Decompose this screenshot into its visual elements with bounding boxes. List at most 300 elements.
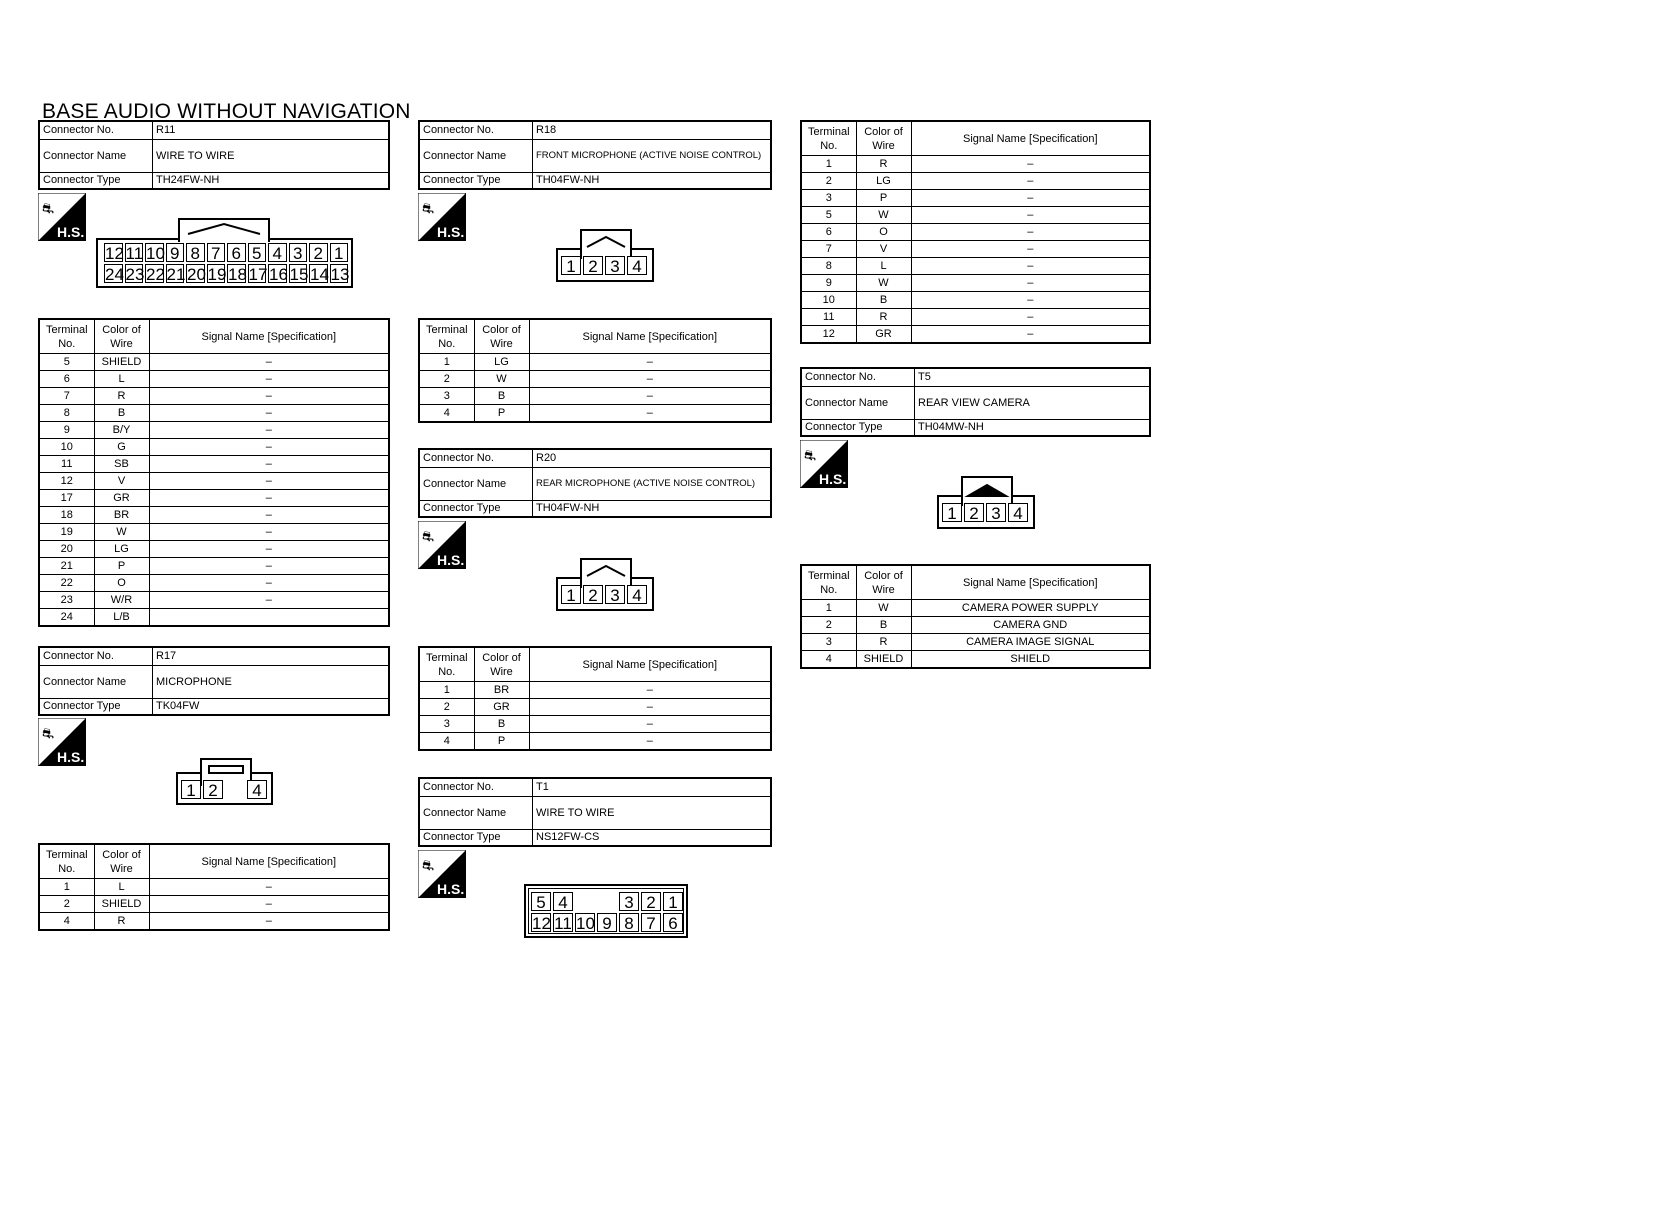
terminal-no-cell: 24 <box>39 609 94 627</box>
pin-cell: 14 <box>310 265 329 284</box>
wire-color-cell: LG <box>94 541 149 558</box>
table-row <box>39 473 389 490</box>
pin-cell: 4 <box>247 780 267 799</box>
wire-color-cell: SHIELD <box>856 651 911 669</box>
pin-cell: 12 <box>532 914 551 933</box>
color-of-wire-header: Color of Wire <box>856 121 911 156</box>
terminal-no-cell: 2 <box>801 173 856 190</box>
terminal-no-cell: 18 <box>39 507 94 524</box>
wire-color-cell: GR <box>94 490 149 507</box>
wire-color-cell: B <box>856 292 911 309</box>
wire-color-cell: B <box>856 617 911 634</box>
pin-cell: 3 <box>289 243 308 262</box>
signal-name-cell: – <box>911 326 1150 344</box>
table-row <box>419 716 771 733</box>
wire-color-cell: W/R <box>94 592 149 609</box>
table-row <box>419 354 771 371</box>
signal-name-cell: CAMERA IMAGE SIGNAL <box>911 634 1150 651</box>
signal-name-cell: – <box>149 896 389 913</box>
pin-cell: 2 <box>583 585 603 604</box>
signal-name-header: Signal Name [Specification] <box>529 647 771 682</box>
table-row <box>801 617 1150 634</box>
pin-cell: 1 <box>330 243 349 262</box>
signal-name-cell: – <box>911 241 1150 258</box>
terminal-no-cell: 6 <box>39 371 94 388</box>
connector-face-r20 <box>556 577 654 611</box>
terminal-table-t1 <box>800 120 1151 344</box>
table-row <box>801 190 1150 207</box>
terminal-no-cell: 3 <box>419 388 474 405</box>
table-row <box>39 388 389 405</box>
pin-cell: 7 <box>207 243 226 262</box>
pin-cell: 12 <box>105 244 124 263</box>
terminal-no-cell: 7 <box>801 241 856 258</box>
terminal-no-cell: 5 <box>39 354 94 371</box>
connector-type-value: TH04FW-NH <box>533 172 772 189</box>
pin-cell: 13 <box>330 265 350 284</box>
terminal-no-cell: 1 <box>39 879 94 896</box>
signal-name-cell: – <box>149 592 389 609</box>
terminal-no-cell: 1 <box>419 354 474 371</box>
connector-face-r17 <box>176 772 273 805</box>
signal-name-cell: – <box>529 371 771 388</box>
terminal-no-header: Terminal No. <box>419 647 474 682</box>
pin-cell: 6 <box>227 243 246 262</box>
table-row <box>801 309 1150 326</box>
terminal-no-cell: 19 <box>39 524 94 541</box>
table-row <box>39 896 389 913</box>
harness-side-icon: ⛐ <box>804 448 817 464</box>
terminal-no-cell: 10 <box>801 292 856 309</box>
connector-name-label: Connector Name <box>39 665 153 698</box>
wire-color-cell: W <box>94 524 149 541</box>
terminal-no-cell: 1 <box>801 600 856 617</box>
pin-cell: 10 <box>576 914 595 933</box>
table-row <box>801 258 1150 275</box>
table-row <box>39 439 389 456</box>
wire-color-cell: B/Y <box>94 422 149 439</box>
wire-color-cell: W <box>856 600 911 617</box>
connector-no-label: Connector No. <box>39 647 153 665</box>
hs-badge <box>418 521 466 569</box>
connector-name-value: MICROPHONE <box>153 665 390 698</box>
wire-color-cell: V <box>856 241 911 258</box>
connector-face-r11 <box>96 238 353 288</box>
pin-cell: 2 <box>964 503 984 522</box>
pin-cell: 3 <box>619 892 639 911</box>
pin-cell: 3 <box>605 585 625 604</box>
terminal-no-cell: 11 <box>801 309 856 326</box>
pin-cell: 11 <box>125 244 144 263</box>
signal-name-cell: – <box>149 388 389 405</box>
wire-color-cell: R <box>856 156 911 173</box>
table-row <box>801 156 1150 173</box>
connector-no-value: T1 <box>533 778 772 796</box>
terminal-no-cell: 17 <box>39 490 94 507</box>
pin-cell: 10 <box>146 244 165 263</box>
signal-name-cell: – <box>149 405 389 422</box>
table-row <box>39 490 389 507</box>
pin-cell: 23 <box>125 265 145 284</box>
table-row <box>39 575 389 592</box>
terminal-no-cell: 3 <box>801 190 856 207</box>
signal-name-cell: – <box>529 354 771 371</box>
table-row <box>39 371 389 388</box>
signal-name-cell: – <box>149 575 389 592</box>
signal-name-cell: – <box>911 258 1150 275</box>
pin-grid <box>104 243 348 283</box>
signal-name-cell: – <box>911 224 1150 241</box>
terminal-no-cell: 8 <box>801 258 856 275</box>
table-row <box>39 609 389 627</box>
wire-color-cell: P <box>474 405 529 423</box>
connector-face-r18 <box>556 248 654 282</box>
pin-cell: 24 <box>105 265 124 284</box>
pin-grid <box>942 503 1028 522</box>
wire-color-cell: SHIELD <box>94 896 149 913</box>
pin-cell: 2 <box>583 256 603 275</box>
terminal-no-cell: 12 <box>801 326 856 344</box>
svg-text:H.S.: H.S. <box>437 881 465 897</box>
terminal-no-header: Terminal No. <box>39 319 94 354</box>
pin-cell: 7 <box>641 913 661 932</box>
terminal-table-r11 <box>38 318 390 627</box>
color-of-wire-header: Color of Wire <box>856 565 911 600</box>
pin-grid <box>531 892 683 932</box>
connector-type-label: Connector Type <box>419 172 533 189</box>
table-row <box>801 241 1150 258</box>
pin-cell: 4 <box>627 256 647 275</box>
pin-cell: 1 <box>181 780 201 799</box>
pin-cell: 8 <box>186 243 205 262</box>
table-row <box>419 682 771 699</box>
connector-name-label: Connector Name <box>39 139 153 172</box>
hs-badge <box>38 193 86 241</box>
connector-type-label: Connector Type <box>419 500 533 517</box>
table-row <box>39 879 389 896</box>
connector-no-label: Connector No. <box>801 368 915 386</box>
pin-cell: 3 <box>986 503 1006 522</box>
connector-no-value: R17 <box>153 647 390 665</box>
table-row <box>39 524 389 541</box>
connector-type-value: NS12FW-CS <box>533 829 772 846</box>
table-row <box>419 733 771 751</box>
hs-badge <box>38 718 86 766</box>
pin-cell: 9 <box>166 243 185 262</box>
wire-color-cell: P <box>856 190 911 207</box>
connector-face-t1 <box>524 884 688 938</box>
pin-cell: 6 <box>663 913 683 932</box>
terminal-no-header: Terminal No. <box>419 319 474 354</box>
wire-color-cell: V <box>94 473 149 490</box>
wire-color-cell: W <box>856 207 911 224</box>
terminal-no-cell: 2 <box>419 371 474 388</box>
terminal-no-cell: 7 <box>39 388 94 405</box>
connector-type-value: TH24FW-NH <box>153 172 390 189</box>
harness-side-icon: ⛐ <box>422 858 435 874</box>
terminal-no-header: Terminal No. <box>39 844 94 879</box>
pin-grid <box>561 585 647 604</box>
signal-name-header: Signal Name [Specification] <box>149 844 389 879</box>
pin-cell: 2 <box>309 243 328 262</box>
wire-color-cell: R <box>94 913 149 931</box>
pin-cell: 11 <box>554 914 572 933</box>
terminal-no-cell: 21 <box>39 558 94 575</box>
terminal-table-r17 <box>38 843 390 931</box>
table-row <box>39 456 389 473</box>
pin-cell: 4 <box>627 585 647 604</box>
connector-type-label: Connector Type <box>419 829 533 846</box>
signal-name-cell: – <box>911 309 1150 326</box>
terminal-no-cell: 9 <box>801 275 856 292</box>
pin-cell: 1 <box>561 585 581 604</box>
terminal-no-cell: 2 <box>39 896 94 913</box>
wire-color-cell: P <box>94 558 149 575</box>
connector-name-label: Connector Name <box>419 139 533 172</box>
wire-color-cell: B <box>474 716 529 733</box>
connector-info-t5 <box>800 367 1151 437</box>
signal-name-cell: – <box>149 439 389 456</box>
wire-color-cell: GR <box>474 699 529 716</box>
pin-cell: 16 <box>269 265 288 284</box>
table-row <box>801 173 1150 190</box>
terminal-no-cell: 9 <box>39 422 94 439</box>
table-row <box>39 913 389 931</box>
wire-color-cell: B <box>474 388 529 405</box>
signal-name-cell: – <box>149 354 389 371</box>
signal-name-cell: – <box>911 207 1150 224</box>
svg-text:H.S.: H.S. <box>437 224 465 240</box>
signal-name-cell: – <box>149 422 389 439</box>
terminal-no-header: Terminal No. <box>801 121 856 156</box>
wire-color-cell: W <box>856 275 911 292</box>
terminal-no-cell: 11 <box>39 456 94 473</box>
signal-name-header: Signal Name [Specification] <box>529 319 771 354</box>
signal-name-cell: – <box>529 388 771 405</box>
signal-name-cell: – <box>911 156 1150 173</box>
connector-face-t5 <box>937 495 1035 529</box>
terminal-no-cell: 3 <box>419 716 474 733</box>
wire-color-cell: L <box>94 371 149 388</box>
table-row <box>419 371 771 388</box>
signal-name-cell: – <box>911 190 1150 207</box>
terminal-no-cell: 1 <box>419 682 474 699</box>
signal-name-header: Signal Name [Specification] <box>911 565 1150 600</box>
connector-name-value: REAR MICROPHONE (ACTIVE NOISE CONTROL) <box>533 467 772 500</box>
pin-cell: 20 <box>187 265 206 284</box>
hs-badge <box>418 193 466 241</box>
table-row <box>419 699 771 716</box>
signal-name-cell: – <box>149 879 389 896</box>
terminal-no-cell: 10 <box>39 439 94 456</box>
signal-name-cell: SHIELD <box>911 651 1150 669</box>
connector-name-label: Connector Name <box>419 796 533 829</box>
signal-name-cell: – <box>149 473 389 490</box>
wire-color-cell: SHIELD <box>94 354 149 371</box>
connector-no-label: Connector No. <box>419 449 533 467</box>
table-row <box>39 558 389 575</box>
pin-cell: 15 <box>289 265 309 284</box>
connector-name-label: Connector Name <box>801 386 915 419</box>
table-row <box>39 541 389 558</box>
terminal-no-cell: 22 <box>39 575 94 592</box>
table-row <box>39 422 389 439</box>
connector-info-r17 <box>38 646 390 716</box>
pin-cell: 4 <box>1008 503 1028 522</box>
connector-name-value: WIRE TO WIRE <box>153 139 390 172</box>
connector-no-value: R18 <box>533 121 772 139</box>
signal-name-cell: – <box>911 292 1150 309</box>
signal-name-cell: – <box>911 173 1150 190</box>
svg-text:H.S.: H.S. <box>437 552 465 568</box>
connector-no-value: R11 <box>153 121 390 139</box>
connector-type-value: TK04FW <box>153 698 390 715</box>
hs-badge <box>418 850 466 898</box>
connector-no-value: T5 <box>915 368 1151 386</box>
pin-cell: 18 <box>228 265 247 284</box>
signal-name-cell: – <box>529 733 771 751</box>
terminal-no-header: Terminal No. <box>801 565 856 600</box>
connector-info-r20 <box>418 448 772 518</box>
connector-name-value: REAR VIEW CAMERA <box>915 386 1151 419</box>
wire-color-cell: R <box>94 388 149 405</box>
hs-badge <box>800 440 848 488</box>
connector-no-value: R20 <box>533 449 772 467</box>
svg-text:H.S.: H.S. <box>57 224 85 240</box>
terminal-table-t5 <box>800 564 1151 669</box>
connector-name-label: Connector Name <box>419 467 533 500</box>
table-row <box>801 292 1150 309</box>
svg-text:H.S.: H.S. <box>819 471 847 487</box>
terminal-no-cell: 1 <box>801 156 856 173</box>
pin-cell: 2 <box>641 892 661 911</box>
wire-color-cell: B <box>94 405 149 422</box>
connector-type-label: Connector Type <box>39 172 153 189</box>
terminal-no-cell: 4 <box>419 733 474 751</box>
signal-name-header: Signal Name [Specification] <box>149 319 389 354</box>
terminal-no-cell: 4 <box>39 913 94 931</box>
pin-cell: 1 <box>561 256 581 275</box>
color-of-wire-header: Color of Wire <box>474 647 529 682</box>
table-row <box>419 388 771 405</box>
connector-type-label: Connector Type <box>801 419 915 436</box>
harness-side-icon: ⛐ <box>422 201 435 217</box>
connector-type-value: TH04FW-NH <box>533 500 772 517</box>
pin-cell: 2 <box>203 780 223 799</box>
terminal-no-cell: 3 <box>801 634 856 651</box>
pin-grid <box>181 780 267 799</box>
signal-name-cell: – <box>149 507 389 524</box>
connector-type-label: Connector Type <box>39 698 153 715</box>
signal-name-cell: – <box>149 371 389 388</box>
table-row <box>801 651 1150 669</box>
table-row <box>801 224 1150 241</box>
wire-color-cell: BR <box>94 507 149 524</box>
svg-text:H.S.: H.S. <box>57 749 85 765</box>
terminal-no-cell: 20 <box>39 541 94 558</box>
connector-name-value: FRONT MICROPHONE (ACTIVE NOISE CONTROL) <box>533 139 772 172</box>
connector-info-r18 <box>418 120 772 190</box>
wire-color-cell: LG <box>474 354 529 371</box>
signal-name-cell: CAMERA GND <box>911 617 1150 634</box>
wire-color-cell: O <box>94 575 149 592</box>
signal-name-cell: – <box>149 913 389 931</box>
signal-name-cell: CAMERA POWER SUPPLY <box>911 600 1150 617</box>
table-row <box>801 326 1150 344</box>
pin-cell: 5 <box>531 892 551 911</box>
terminal-no-cell: 23 <box>39 592 94 609</box>
connector-type-value: TH04MW-NH <box>915 419 1151 436</box>
wire-color-cell: G <box>94 439 149 456</box>
wire-color-cell: L/B <box>94 609 149 627</box>
signal-name-cell: – <box>149 456 389 473</box>
wire-color-cell: GR <box>856 326 911 344</box>
connector-info-r11 <box>38 120 390 190</box>
pin-cell: 22 <box>146 265 165 284</box>
pin-cell: 4 <box>553 892 573 911</box>
table-row <box>39 507 389 524</box>
terminal-no-cell: 4 <box>801 651 856 669</box>
wire-color-cell: LG <box>856 173 911 190</box>
wire-color-cell: P <box>474 733 529 751</box>
pin-cell: 1 <box>942 503 962 522</box>
connector-no-label: Connector No. <box>419 778 533 796</box>
table-row <box>801 207 1150 224</box>
connector-no-label: Connector No. <box>419 121 533 139</box>
pin-cell: 5 <box>248 243 267 262</box>
wire-color-cell: R <box>856 634 911 651</box>
signal-name-header: Signal Name [Specification] <box>911 121 1150 156</box>
table-row <box>39 592 389 609</box>
signal-name-cell: – <box>529 682 771 699</box>
wire-color-cell: R <box>856 309 911 326</box>
pin-cell: 17 <box>248 265 268 284</box>
wire-color-cell: L <box>94 879 149 896</box>
color-of-wire-header: Color of Wire <box>94 319 149 354</box>
signal-name-cell: – <box>149 541 389 558</box>
page-title: BASE AUDIO WITHOUT NAVIGATION <box>42 100 411 123</box>
signal-name-cell: – <box>529 716 771 733</box>
terminal-no-cell: 5 <box>801 207 856 224</box>
terminal-table-r20 <box>418 646 772 751</box>
wire-color-cell: L <box>856 258 911 275</box>
pin-cell: 3 <box>605 256 625 275</box>
connector-no-label: Connector No. <box>39 121 153 139</box>
pin-cell: 19 <box>207 265 227 284</box>
wire-color-cell: O <box>856 224 911 241</box>
pin-cell: 1 <box>663 892 683 911</box>
signal-name-cell: – <box>529 699 771 716</box>
signal-name-cell: – <box>149 558 389 575</box>
pin-grid <box>561 256 647 275</box>
pin-slot-empty <box>225 780 245 799</box>
signal-name-cell <box>149 609 389 627</box>
wire-color-cell: W <box>474 371 529 388</box>
table-row <box>801 600 1150 617</box>
harness-side-icon: ⛐ <box>42 201 55 217</box>
color-of-wire-header: Color of Wire <box>474 319 529 354</box>
signal-name-cell: – <box>911 275 1150 292</box>
signal-name-cell: – <box>149 524 389 541</box>
pin-slot-empty <box>575 892 617 911</box>
terminal-no-cell: 2 <box>801 617 856 634</box>
table-row <box>801 634 1150 651</box>
terminal-no-cell: 8 <box>39 405 94 422</box>
wire-color-cell: BR <box>474 682 529 699</box>
terminal-table-r18 <box>418 318 772 423</box>
terminal-no-cell: 4 <box>419 405 474 423</box>
pin-cell: 8 <box>619 913 639 932</box>
